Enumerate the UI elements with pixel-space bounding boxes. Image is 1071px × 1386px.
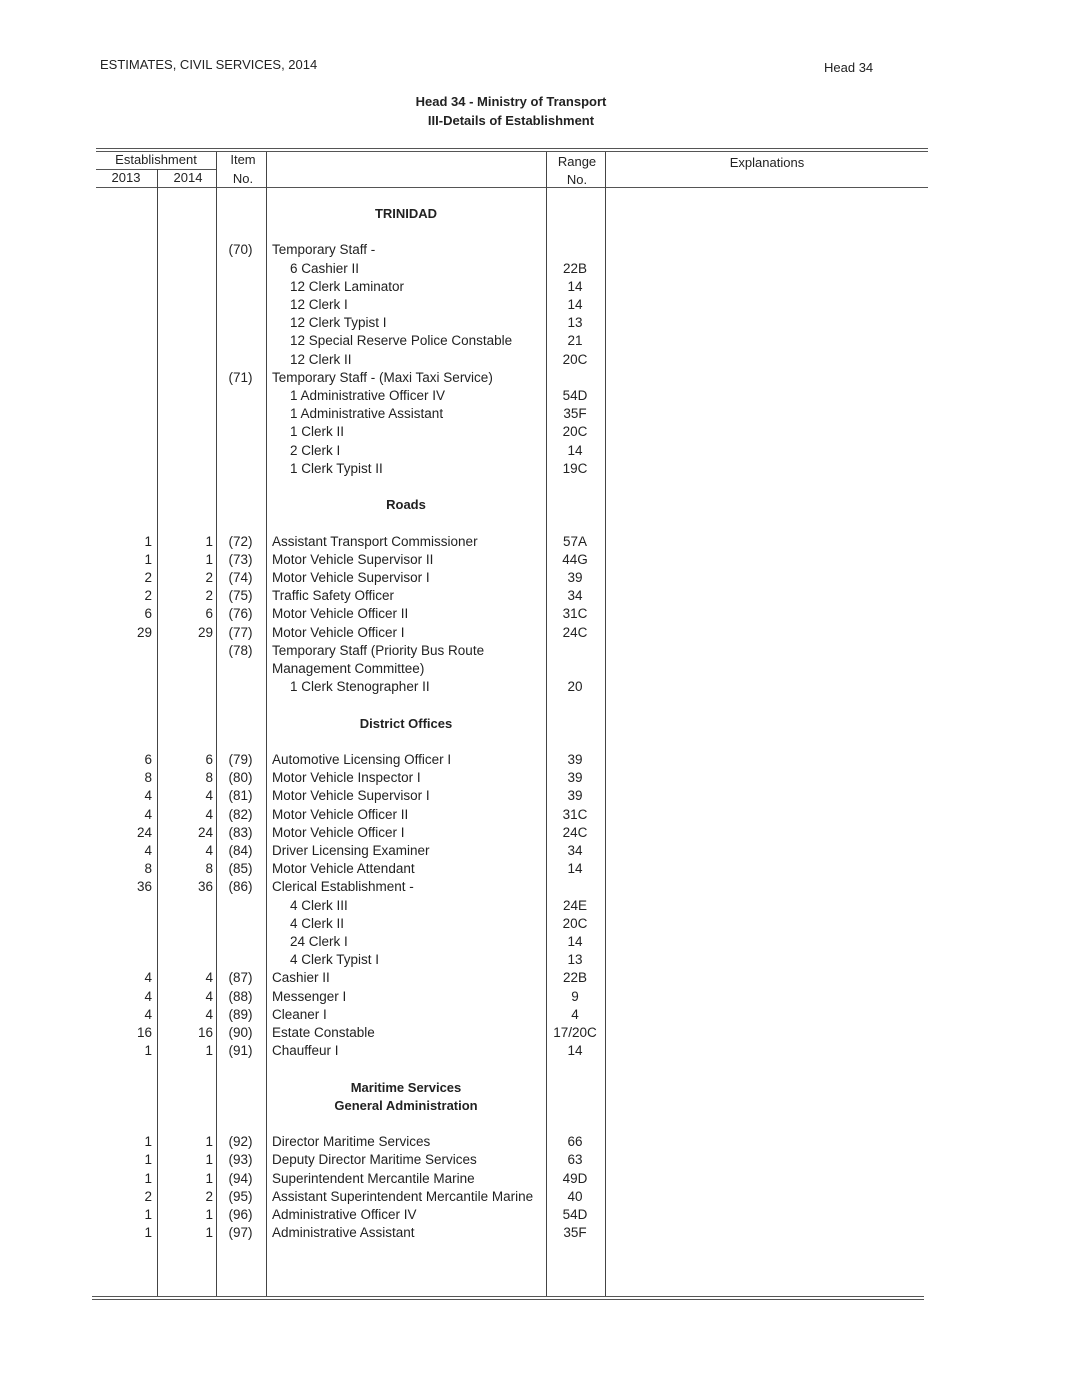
description-cell: Motor Vehicle Officer I <box>272 824 405 840</box>
description-cell: Chauffeur I <box>272 1043 339 1059</box>
description-cell: Temporary Staff - (Maxi Taxi Service) <box>272 369 493 385</box>
establishment-2014-cell: 1 <box>205 1134 213 1150</box>
document-header-left: ESTIMATES, CIVIL SERVICES, 2014 <box>100 57 318 72</box>
establishment-2014-cell: 36 <box>197 879 213 895</box>
item-number-cell: (76) <box>228 606 253 622</box>
range-number-cell: 24C <box>562 824 588 840</box>
range-number-cell: 20 <box>567 679 583 695</box>
range-number-cell: 39 <box>567 570 583 585</box>
range-number-cell <box>546 878 604 896</box>
establishment-2014-cell: 2 <box>205 570 213 585</box>
range-number-cell: 20C <box>562 424 588 440</box>
item-number-cell: (91) <box>228 1043 253 1059</box>
range-number-cell: 24C <box>562 624 588 640</box>
section-heading: Maritime Services <box>350 1079 462 1095</box>
column-divider-item <box>266 152 267 1296</box>
item-number-cell <box>218 897 263 915</box>
establishment-2013-cell: 6 <box>144 752 152 767</box>
establishment-2013-cell: 1 <box>144 533 152 549</box>
range-number-cell: 20C <box>562 915 588 931</box>
range-number-cell: 39 <box>567 752 583 767</box>
range-number-cell: 22B <box>562 970 588 986</box>
establishment-2013-cell <box>96 241 152 259</box>
establishment-2014-cell <box>157 260 213 278</box>
range-number-cell: 13 <box>567 315 583 331</box>
item-number-cell: (90) <box>228 1025 253 1040</box>
establishment-2014-cell: 1 <box>205 1207 213 1222</box>
item-number-cell: (93) <box>228 1152 253 1168</box>
establishment-2014-cell <box>157 314 213 332</box>
item-number-cell: (79) <box>228 752 253 767</box>
range-number-cell: 39 <box>567 770 583 786</box>
item-number-cell: (80) <box>228 770 253 786</box>
establishment-2014-cell <box>157 351 213 369</box>
range-number-cell: 66 <box>567 1134 583 1150</box>
range-number-cell: 13 <box>567 952 583 968</box>
range-number-cell: 14 <box>567 297 583 312</box>
item-number-cell: (85) <box>228 861 253 877</box>
description-cell: Assistant Superintendent Mercantile Marine <box>272 1188 534 1204</box>
description-cell: Deputy Director Maritime Services <box>272 1152 477 1168</box>
section-heading: Roads <box>386 497 426 513</box>
description-cell: Motor Vehicle Inspector I <box>272 770 421 786</box>
establishment-2013-cell <box>96 314 152 332</box>
item-number-cell <box>218 915 263 933</box>
item-number-cell: (72) <box>228 533 253 549</box>
item-number-cell: (96) <box>228 1207 253 1222</box>
range-number-cell: 14 <box>567 278 583 294</box>
establishment-2014-cell <box>157 278 213 296</box>
range-number-cell: 14 <box>567 442 583 458</box>
item-number-cell: (73) <box>228 551 253 567</box>
range-number-cell: 4 <box>571 1006 579 1022</box>
establishment-2014-cell <box>157 332 213 350</box>
item-header-top: Item <box>230 152 256 167</box>
establishment-2014-cell <box>157 933 213 951</box>
description-cell: Director Maritime Services <box>272 1134 431 1150</box>
item-number-cell: (77) <box>228 624 253 640</box>
range-header-bottom: No. <box>566 172 588 187</box>
description-cell: 2 Clerk I <box>290 442 341 458</box>
description-cell: Administrative Assistant <box>272 1225 415 1241</box>
description-cell: Driver Licensing Examiner <box>272 843 430 858</box>
description-cell: Motor Vehicle Officer II <box>272 606 409 622</box>
range-number-cell: 17/20C <box>553 1025 597 1040</box>
description-cell: 1 Clerk II <box>290 424 345 440</box>
establishment-2013-cell <box>96 678 152 696</box>
item-number-cell <box>218 442 263 460</box>
establishment-2014-cell: 4 <box>205 1006 213 1022</box>
range-number-cell <box>546 660 604 678</box>
item-number-cell: (70) <box>228 242 253 258</box>
establishment-2013-cell: 6 <box>144 606 152 622</box>
item-number-cell: (86) <box>228 879 253 895</box>
column-divider-range <box>605 152 606 1296</box>
item-number-cell <box>218 278 263 296</box>
description-cell: 6 Cashier II <box>290 260 360 276</box>
establishment-2014-cell <box>157 678 213 696</box>
range-number-cell: 21 <box>567 333 583 349</box>
range-number-cell: 31C <box>562 606 588 622</box>
item-number-cell <box>218 678 263 696</box>
establishment-2014-cell <box>157 369 213 387</box>
establishment-2013-cell: 4 <box>144 1006 152 1022</box>
description-cell: Motor Vehicle Supervisor II <box>272 551 434 567</box>
establishment-2013-cell <box>96 460 152 478</box>
establishment-2013-cell <box>96 660 152 678</box>
establishment-2013-cell: 24 <box>136 824 152 840</box>
item-number-cell: (89) <box>228 1006 253 1022</box>
description-cell: 1 Administrative Assistant <box>290 406 444 422</box>
range-number-cell: 54D <box>562 1207 588 1222</box>
description-cell: Clerical Establishment - <box>272 879 414 895</box>
range-number-cell: 20C <box>562 351 588 367</box>
year-2013-header: 2013 <box>111 170 141 185</box>
item-number-cell: (81) <box>228 788 253 804</box>
range-number-cell: 34 <box>567 843 583 858</box>
establishment-2014-cell: 4 <box>205 970 213 986</box>
description-cell: Cleaner I <box>272 1006 327 1022</box>
establishment-2014-cell: 8 <box>205 861 213 877</box>
table-top-rule <box>96 148 928 149</box>
description-cell: 1 Administrative Officer IV <box>290 388 446 403</box>
item-number-cell <box>218 387 263 405</box>
range-number-cell: 54D <box>562 388 588 403</box>
establishment-2014-cell: 1 <box>205 1043 213 1059</box>
description-cell: Assistant Transport Commissioner <box>272 533 478 549</box>
establishment-2013-cell: 1 <box>144 1152 152 1168</box>
description-cell: Motor Vehicle Supervisor I <box>272 788 430 804</box>
establishment-2013-cell <box>96 296 152 314</box>
establishment-2014-cell <box>157 423 213 441</box>
establishment-2014-cell: 1 <box>205 1225 213 1241</box>
range-header-top: Range <box>557 154 597 169</box>
item-header-bottom: No. <box>232 171 254 186</box>
establishment-2013-cell: 1 <box>144 551 152 567</box>
establishment-2013-cell: 2 <box>144 570 152 585</box>
item-number-cell: (74) <box>228 570 253 585</box>
establishment-2013-cell: 4 <box>144 988 152 1004</box>
establishment-2014-cell: 4 <box>205 806 213 822</box>
establishment-2013-cell <box>96 332 152 350</box>
item-number-cell <box>218 351 263 369</box>
item-number-cell <box>218 933 263 951</box>
explanations-header: Explanations <box>729 155 805 170</box>
table-bottom-rule-2 <box>92 1299 924 1300</box>
establishment-2013-cell: 4 <box>144 970 152 986</box>
description-cell: 4 Clerk Typist I <box>290 952 380 968</box>
establishment-2014-cell <box>157 897 213 915</box>
establishment-2014-cell: 16 <box>197 1025 213 1040</box>
range-number-cell <box>546 241 604 259</box>
description-cell: 4 Clerk II <box>290 915 345 931</box>
establishment-2013-cell: 36 <box>136 879 152 895</box>
description-cell: Superintendent Mercantile Marine <box>272 1170 475 1186</box>
description-cell: 1 Clerk Typist II <box>290 460 383 476</box>
item-number-cell <box>218 951 263 969</box>
description-cell: Management Committee) <box>272 661 425 676</box>
description-cell: Motor Vehicle Officer I <box>272 624 405 640</box>
section-heading: General Administration <box>334 1097 478 1113</box>
description-cell: 12 Clerk Laminator <box>290 278 405 294</box>
establishment-2014-cell <box>157 405 213 423</box>
establishment-2013-cell: 8 <box>144 770 152 786</box>
range-number-cell: 35F <box>563 1225 587 1241</box>
item-number-cell: (88) <box>228 988 253 1004</box>
establishment-2014-cell <box>157 442 213 460</box>
range-number-cell: 57A <box>562 533 588 549</box>
establishment-2014-cell: 24 <box>197 824 213 840</box>
establishment-2013-cell: 4 <box>144 806 152 822</box>
range-number-cell: 24E <box>562 897 588 913</box>
range-number-cell: 34 <box>567 588 583 604</box>
establishment-2014-cell: 4 <box>205 843 213 858</box>
range-number-cell: 14 <box>567 861 583 877</box>
establishment-2013-cell: 1 <box>144 1225 152 1241</box>
item-number-cell <box>218 405 263 423</box>
item-number-cell <box>218 660 263 678</box>
item-number-cell: (97) <box>228 1225 253 1241</box>
establishment-2013-cell: 1 <box>144 1043 152 1059</box>
range-number-cell: 9 <box>571 988 579 1004</box>
establishment-2014-cell: 4 <box>205 988 213 1004</box>
item-number-cell: (83) <box>228 824 253 840</box>
range-number-cell: 63 <box>567 1152 583 1168</box>
description-cell: 12 Clerk Typist I <box>290 315 387 331</box>
establishment-2014-cell: 2 <box>205 588 213 604</box>
description-cell: Automotive Licensing Officer I <box>272 752 452 767</box>
establishment-2014-cell <box>157 642 213 660</box>
description-cell: 24 Clerk I <box>290 934 348 949</box>
establishment-2013-cell: 4 <box>144 843 152 858</box>
range-number-cell: 39 <box>567 788 583 804</box>
establishment-2013-cell <box>96 351 152 369</box>
description-cell: Temporary Staff - <box>272 242 376 258</box>
establishment-2013-cell <box>96 387 152 405</box>
item-number-cell <box>218 332 263 350</box>
establishment-2014-cell: 6 <box>205 606 213 622</box>
establishment-2014-cell: 6 <box>205 752 213 767</box>
establishment-2013-cell: 2 <box>144 1188 152 1204</box>
range-number-cell: 31C <box>562 806 588 822</box>
establishment-2014-cell <box>157 915 213 933</box>
description-cell: Cashier II <box>272 970 330 986</box>
establishment-2013-cell: 2 <box>144 588 152 604</box>
establishment-2013-cell: 1 <box>144 1170 152 1186</box>
column-divider-2014 <box>216 152 217 1296</box>
establishment-2013-cell <box>96 260 152 278</box>
establishment-2014-cell: 2 <box>205 1188 213 1204</box>
item-number-cell: (95) <box>228 1188 253 1204</box>
description-cell: Estate Constable <box>272 1025 375 1040</box>
establishment-2014-cell: 1 <box>205 1152 213 1168</box>
establishment-2013-cell <box>96 405 152 423</box>
establishment-header: Establishment <box>115 152 197 167</box>
description-cell: Administrative Officer IV <box>272 1207 417 1222</box>
establishment-2013-cell <box>96 278 152 296</box>
establishment-2013-cell: 1 <box>144 1207 152 1222</box>
establishment-2013-cell: 1 <box>144 1134 152 1150</box>
description-cell: 12 Clerk II <box>290 351 352 367</box>
establishment-2013-cell: 8 <box>144 861 152 877</box>
range-number-cell: 14 <box>567 934 583 949</box>
establishment-2014-cell <box>157 460 213 478</box>
description-cell: 12 Clerk I <box>290 297 348 312</box>
establishment-2014-cell <box>157 951 213 969</box>
establishment-2013-cell <box>96 442 152 460</box>
establishment-2013-cell <box>96 915 152 933</box>
range-number-cell <box>546 369 604 387</box>
item-number-cell <box>218 314 263 332</box>
description-cell: Motor Vehicle Attendant <box>272 861 415 877</box>
establishment-2013-cell: 16 <box>136 1025 152 1040</box>
table-header-rule <box>96 187 928 188</box>
establishment-2014-cell: 1 <box>205 551 213 567</box>
establishment-2014-cell <box>157 387 213 405</box>
item-number-cell <box>218 460 263 478</box>
range-number-cell: 14 <box>567 1043 583 1059</box>
table-bottom-rule <box>92 1296 924 1297</box>
establishment-2014-cell: 1 <box>205 1170 213 1186</box>
description-cell: Temporary Staff (Priority Bus Route <box>272 642 485 658</box>
establishment-2013-cell <box>96 369 152 387</box>
establishment-2013-cell <box>96 951 152 969</box>
establishment-2013-cell <box>96 423 152 441</box>
establishment-2014-cell: 4 <box>205 788 213 804</box>
establishment-2014-cell: 29 <box>197 624 213 640</box>
description-cell: Messenger I <box>272 988 347 1004</box>
description-cell: 1 Clerk Stenographer II <box>290 679 430 695</box>
item-number-cell <box>218 296 263 314</box>
range-number-cell <box>546 642 604 660</box>
range-number-cell: 19C <box>562 460 588 476</box>
range-number-cell: 44G <box>562 551 588 567</box>
section-heading: District Offices <box>359 715 453 731</box>
item-number-cell: (78) <box>228 642 253 658</box>
item-number-cell: (82) <box>228 806 253 822</box>
range-number-cell: 35F <box>563 406 587 422</box>
item-number-cell: (87) <box>228 970 253 986</box>
establishment-2014-cell <box>157 296 213 314</box>
item-number-cell: (71) <box>228 369 253 385</box>
establishment-2013-cell <box>96 642 152 660</box>
establishment-2013-cell: 29 <box>136 624 152 640</box>
document-header-right: Head 34 <box>824 60 874 75</box>
item-number-cell: (75) <box>228 588 253 604</box>
establishment-2014-cell: 1 <box>205 533 213 549</box>
year-2014-header: 2014 <box>173 170 203 185</box>
item-number-cell: (84) <box>228 843 253 858</box>
section-heading: TRINIDAD <box>374 206 438 221</box>
description-cell: 12 Special Reserve Police Constable <box>290 333 513 349</box>
establishment-2013-cell: 4 <box>144 788 152 804</box>
range-number-cell: 22B <box>562 260 588 276</box>
description-cell: Motor Vehicle Officer II <box>272 806 409 822</box>
establishment-2013-cell <box>96 933 152 951</box>
item-number-cell: (94) <box>228 1170 253 1186</box>
item-number-cell <box>218 423 263 441</box>
page-subtitle: III-Details of Establishment <box>427 113 595 128</box>
description-cell: Traffic Safety Officer <box>272 588 395 604</box>
description-cell: Motor Vehicle Supervisor I <box>272 570 430 585</box>
page-title: Head 34 - Ministry of Transport <box>415 94 607 109</box>
item-number-cell: (92) <box>228 1134 253 1150</box>
item-number-cell <box>218 260 263 278</box>
description-cell: 4 Clerk III <box>290 897 348 913</box>
establishment-2014-cell <box>157 241 213 259</box>
range-number-cell: 49D <box>562 1170 588 1186</box>
range-number-cell: 40 <box>567 1188 583 1204</box>
establishment-2014-cell: 8 <box>205 770 213 786</box>
establishment-2014-cell <box>157 660 213 678</box>
establishment-2013-cell <box>96 897 152 915</box>
